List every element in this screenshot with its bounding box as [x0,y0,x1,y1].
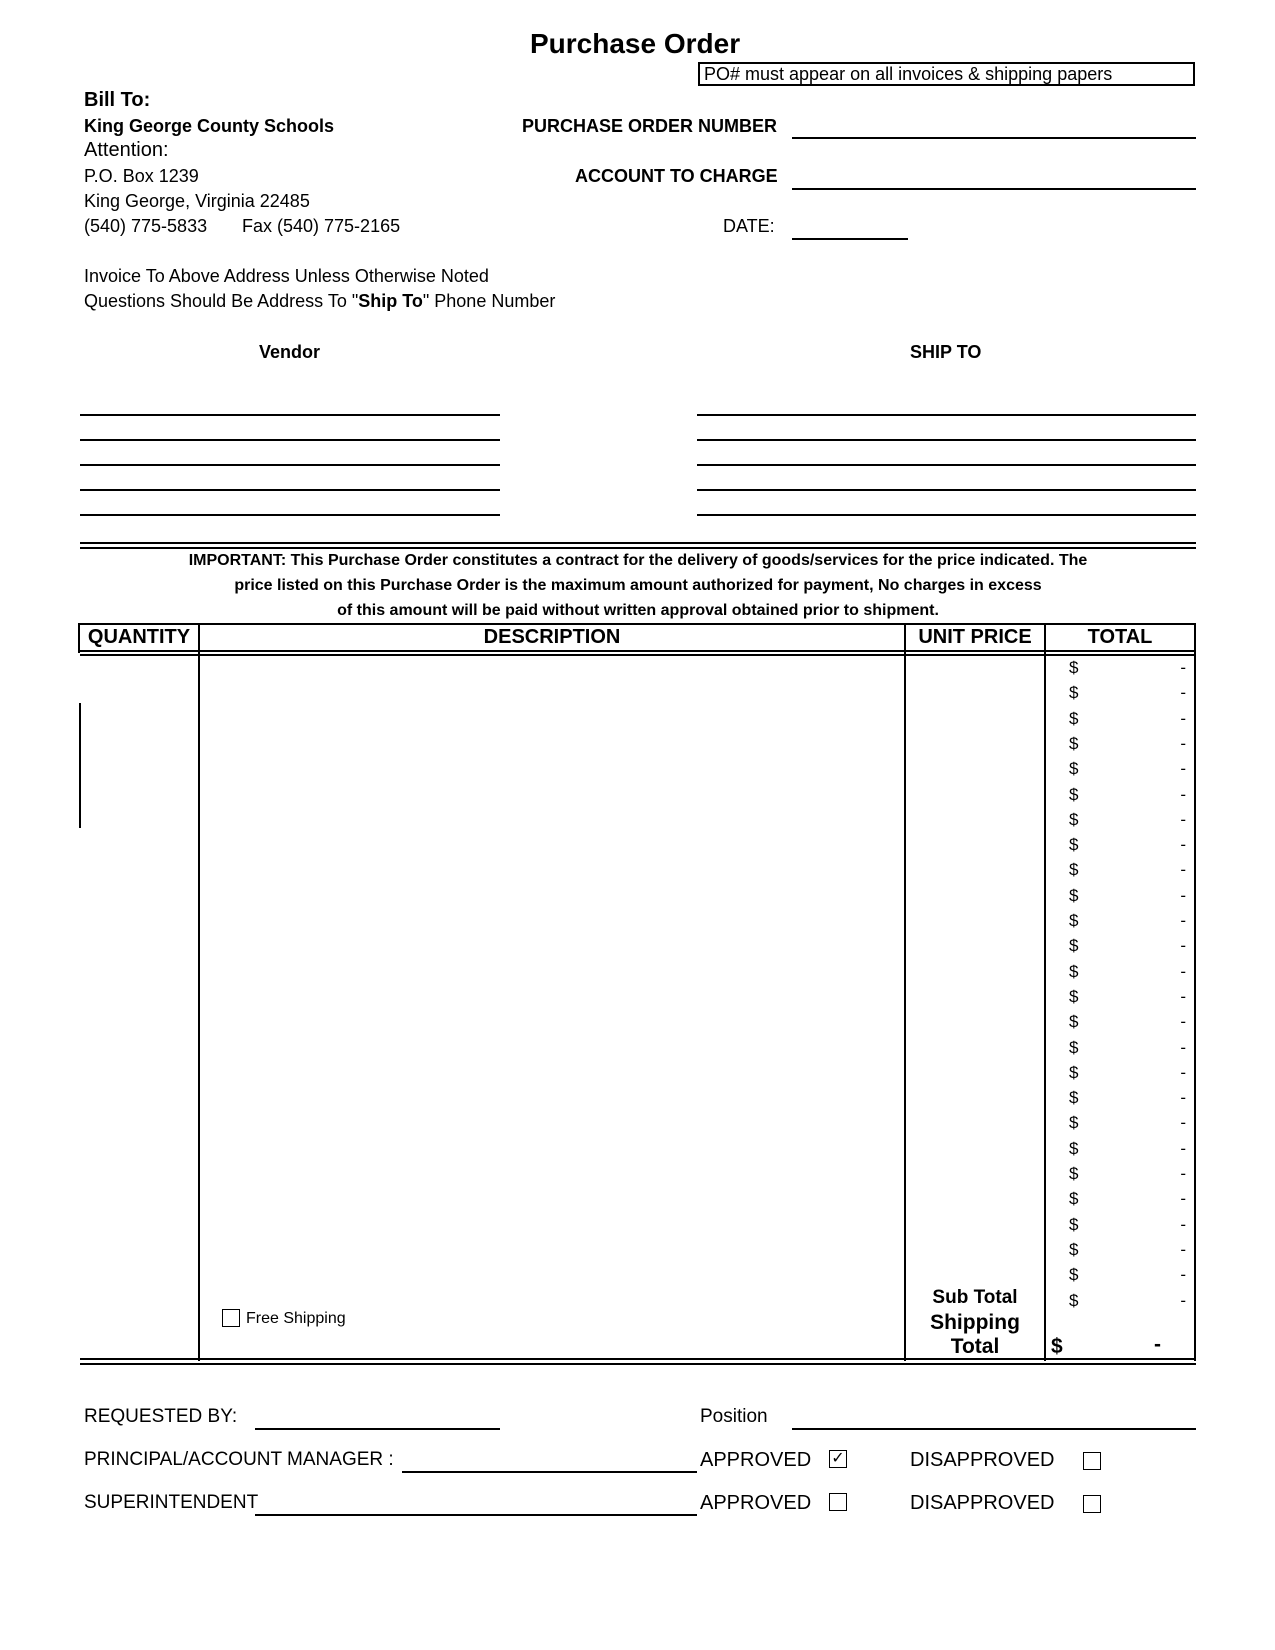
ship-to-line[interactable] [697,489,1196,491]
total-label: Total [950,1335,1000,1358]
po-notice-text: PO# must appear on all invoices & shipping papers [704,64,1113,84]
principal-disapproved-checkbox[interactable] [1083,1452,1101,1470]
total-row [1069,936,1186,961]
bill-to-attention: Attention: [84,139,169,161]
bill-to-address2: King George, Virginia 22485 [84,191,310,211]
col-divider [198,623,200,1361]
account-label: ACCOUNT TO CHARGE [575,166,778,186]
ship-to-line[interactable] [697,514,1196,516]
important-line3: of this amount will be paid without written approval obtained prior to shipment. [337,602,939,619]
date-field[interactable] [792,238,908,240]
free-shipping-label: Free Shipping [246,1310,346,1327]
total-row [1069,1189,1186,1214]
currency-sign: $ [1069,1138,1079,1158]
table-bottom [80,1363,1196,1365]
row-total-value: - [1180,683,1186,703]
currency-sign: $ [1069,1265,1079,1285]
po-number-label: PURCHASE ORDER NUMBER [522,116,778,136]
row-total-value: - [1180,658,1186,677]
currency-sign: $ [1069,733,1079,753]
superintendent-approved-checkbox[interactable] [829,1493,847,1511]
row-total-value: - [1180,961,1186,981]
col-divider [1044,623,1046,1361]
total-row [1069,1088,1186,1113]
header-description: DESCRIPTION [483,626,621,648]
currency-sign: $ [1069,986,1079,1006]
vendor-heading: Vendor [259,342,321,362]
divider [80,542,1196,544]
currency-sign: $ [1069,911,1079,930]
row-total-value: - [1180,708,1186,728]
principal-field[interactable] [402,1471,697,1473]
invoice-note: Invoice To Above Address Unless Otherwise Noted [84,266,489,286]
row-total-value: - [1180,1037,1186,1057]
items-table [80,623,1196,1363]
divider [80,547,1196,549]
currency-sign: $ [1069,1290,1079,1310]
row-total-value: - [1180,1189,1186,1209]
total-row [1069,1113,1186,1138]
superintendent-disapproved-label: DISAPPROVED [910,1492,1055,1514]
total-row [1069,1291,1186,1316]
superintendent-field[interactable] [255,1514,697,1516]
row-total-value: - [1180,1113,1186,1133]
currency-sign: $ [1069,1239,1079,1259]
header-bottom [80,654,1196,656]
requested-by-field[interactable] [255,1428,500,1430]
total-row [1069,1265,1186,1290]
currency-sign: $ [1069,835,1079,855]
ship-to-line[interactable] [697,439,1196,441]
row-total-value: - [1180,986,1186,1006]
row-total-value: - [1180,733,1186,753]
currency-sign: $ [1069,936,1079,956]
date-label: DATE: [723,216,775,236]
currency-sign: $ [1069,658,1079,677]
row-total-value: - [1180,1239,1186,1259]
table-right [1194,623,1196,1361]
questions-note-pre: Questions Should Be Address To " [84,291,359,311]
total-row [1069,987,1186,1012]
total-row [1069,1240,1186,1265]
currency-sign: $ [1069,1088,1079,1108]
currency-sign: $ [1069,1113,1079,1133]
total-row [1069,810,1186,835]
header-total: TOTAL [1087,626,1153,648]
currency-sign: $ [1069,809,1079,829]
account-field[interactable] [792,188,1196,190]
questions-note-ship-to: Ship To [358,291,423,311]
row-total-value: - [1180,1138,1186,1158]
shipping-label: Shipping [930,1311,1020,1334]
col-divider [904,623,906,1361]
superintendent-label: SUPERINTENDENT [84,1492,259,1513]
principal-approved-label: APPROVED [700,1449,812,1471]
row-total-value: - [1180,784,1186,804]
principal-approved-checkbox[interactable]: ✓ [829,1450,847,1468]
header-bottom [80,650,1196,652]
total-row [1069,1139,1186,1164]
po-notice-box [698,62,1195,86]
row-total-value: - [1180,860,1186,880]
currency-sign: $ [1069,1037,1079,1057]
vendor-line[interactable] [80,514,500,516]
vendor-line[interactable] [80,489,500,491]
currency-sign: $ [1069,1012,1079,1032]
row-total-value: - [1180,1088,1186,1108]
currency-sign: $ [1069,885,1079,905]
subtotal-label: Sub Total [932,1287,1018,1308]
bill-to-org: King George County Schools [84,116,335,136]
currency-sign: $ [1069,784,1079,804]
total-row [1069,886,1186,911]
superintendent-approved-label: APPROVED [700,1492,812,1514]
total-row [1069,860,1186,885]
currency-sign: $ [1069,708,1079,728]
currency-sign: $ [1069,860,1079,880]
row-total-value: - [1180,1214,1186,1234]
header-quantity: QUANTITY [87,626,191,648]
vendor-line[interactable] [80,439,500,441]
bill-to-fax: Fax (540) 775-2165 [242,216,401,236]
ship-to-heading: SHIP TO [910,342,982,362]
bill-to-phone: (540) 775-5833 [84,216,208,236]
currency-sign: $ [1069,1189,1079,1209]
ship-to-line[interactable] [697,464,1196,466]
currency-sign: $ [1069,683,1079,703]
row-total-value: - [1180,911,1186,930]
position-label: Position [700,1406,768,1427]
principal-disapproved-label: DISAPPROVED [910,1449,1055,1471]
row-total-value: - [1180,936,1186,956]
total-row [1069,683,1186,708]
margin-mark [79,703,81,828]
superintendent-disapproved-checkbox[interactable] [1083,1495,1101,1513]
important-line2: price listed on this Purchase Order is the maximum amount authorized for payment, No charges in excess [234,577,1042,594]
total-row [1069,759,1186,784]
currency-sign: $ [1069,1164,1079,1183]
currency-sign: $ [1069,1214,1079,1234]
bill-to-address1: P.O. Box 1239 [84,166,199,186]
row-total-value: - [1180,1012,1186,1032]
row-total-value: - [1180,809,1186,829]
currency-sign: $ [1069,1062,1079,1082]
questions-note-post: " Phone Number [422,291,556,311]
bill-to-heading: Bill To: [84,89,151,111]
row-total-value: - [1180,835,1186,855]
grand-total-value: - [1154,1333,1161,1356]
vendor-line[interactable] [80,464,500,466]
grand-total-currency: $ [1051,1335,1063,1358]
row-total-value: - [1180,885,1186,905]
ship-to-line[interactable] [697,414,1196,416]
total-row [1069,911,1186,936]
table-top [80,623,1196,625]
principal-label: PRINCIPAL/ACCOUNT MANAGER : [84,1449,394,1470]
vendor-line[interactable] [80,414,500,416]
total-row [1069,962,1186,987]
total-row [1069,734,1186,759]
po-number-field[interactable] [792,137,1196,139]
currency-sign: $ [1069,961,1079,981]
row-total-value: - [1180,1265,1186,1285]
row-total-value: - [1180,1062,1186,1082]
total-row [1069,1038,1186,1063]
row-total-value: - [1180,759,1186,779]
total-row [1069,1215,1186,1240]
position-field[interactable] [792,1428,1196,1430]
questions-note [84,291,555,312]
total-row [1069,1063,1186,1088]
requested-by-label: REQUESTED BY: [84,1406,238,1427]
row-total-value: - [1180,1164,1186,1183]
total-row [1069,658,1186,683]
total-row [1069,1164,1186,1189]
currency-sign: $ [1069,759,1079,779]
total-row [1069,1012,1186,1037]
total-row [1069,785,1186,810]
row-total-value: - [1180,1290,1186,1310]
total-row [1069,709,1186,734]
page-title: Purchase Order [530,28,741,59]
important-line1: IMPORTANT: This Purchase Order constitutes a contract for the delivery of goods/services for the price indicated. The [188,552,1088,569]
free-shipping-checkbox[interactable] [222,1309,240,1327]
header-unit-price: UNIT PRICE [918,626,1032,648]
total-row [1069,835,1186,860]
